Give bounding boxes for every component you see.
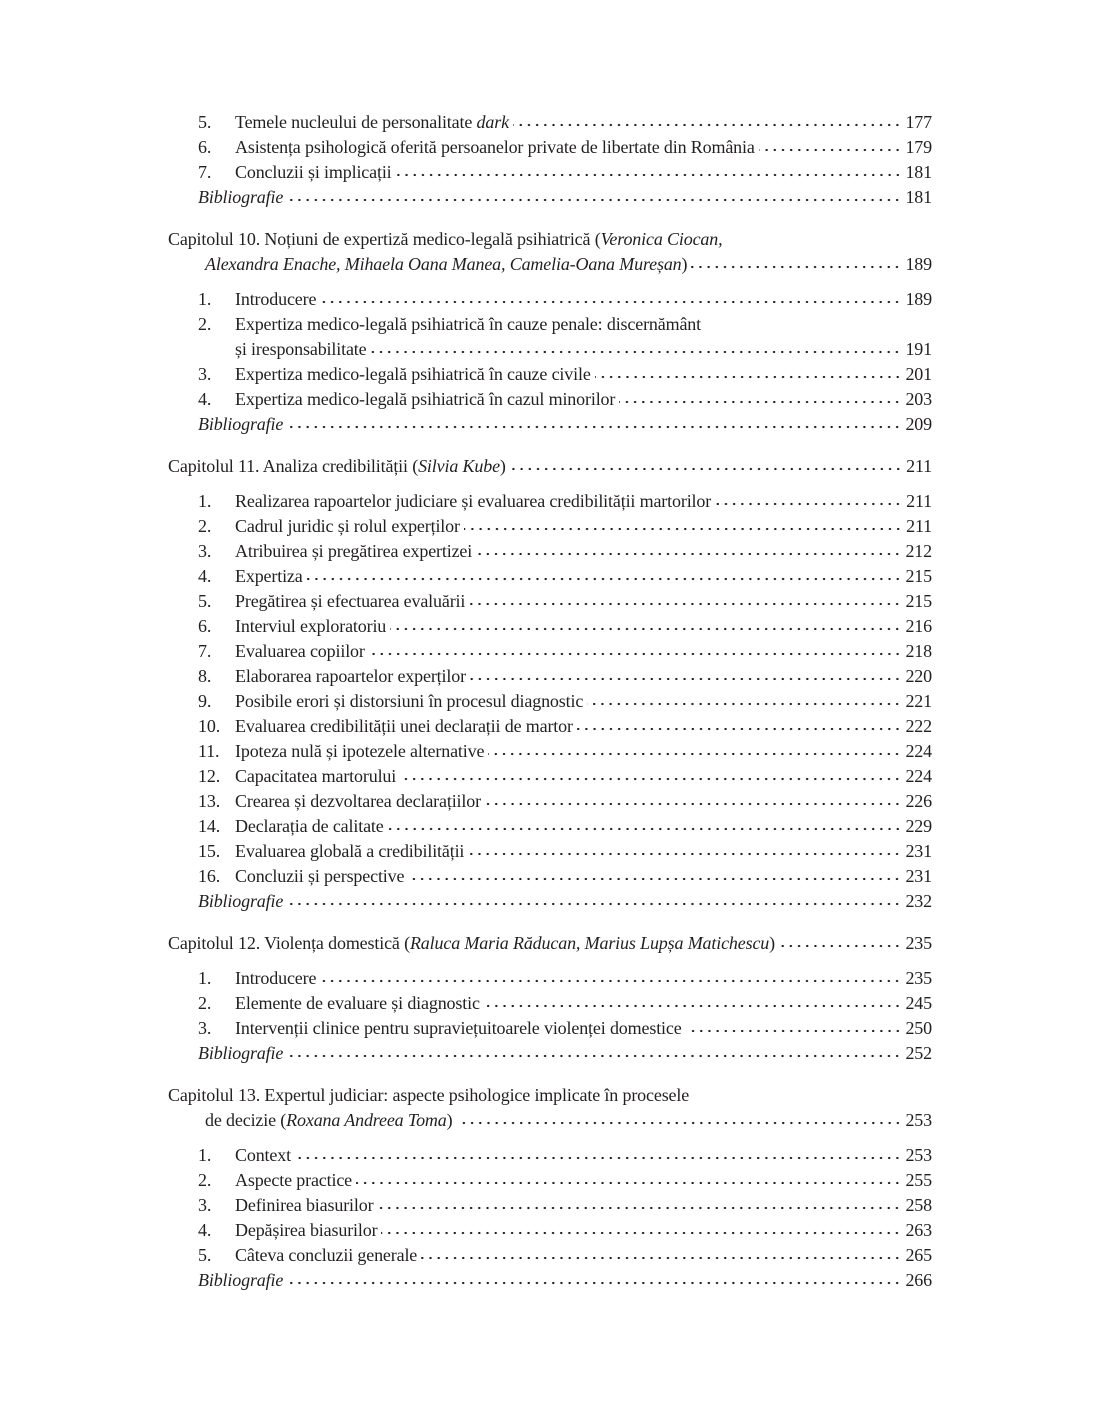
dot-leader [715, 501, 902, 507]
entry-number: 9. [198, 691, 212, 711]
page-number: 181 [905, 187, 932, 207]
toc-line [168, 312, 932, 337]
toc-line [168, 589, 932, 614]
toc-entry [168, 639, 932, 664]
entry-title [235, 287, 316, 312]
dot-leader [287, 1280, 901, 1286]
entry-title [235, 564, 303, 589]
toc-line [168, 991, 932, 1016]
toc-entry [168, 614, 932, 639]
toc-line [168, 1193, 932, 1218]
entry-number: 2. [198, 1170, 212, 1190]
text: Expertiza medico-legală psihiatrică în cazul minorilor [235, 389, 616, 409]
entry-number: 14. [198, 816, 221, 836]
toc-line [168, 689, 932, 714]
toc-line [168, 1041, 932, 1066]
dot-leader [396, 172, 902, 178]
toc-line [168, 864, 932, 889]
dot-leader [320, 978, 901, 984]
entry-title [168, 454, 506, 479]
text: Aspecte practice [235, 1170, 353, 1190]
toc-entry [168, 1243, 932, 1268]
entry-number: 5. [198, 1245, 212, 1265]
entry-title [235, 1016, 682, 1041]
dot-leader [388, 826, 902, 832]
page-number: 231 [905, 841, 932, 861]
entry-number: 5. [198, 112, 212, 132]
toc-entry [168, 1143, 932, 1168]
dot-leader [287, 1053, 901, 1059]
entry-number: 1. [198, 1145, 212, 1165]
text: Capacitatea martorului [235, 766, 397, 786]
toc-line [168, 639, 932, 664]
text: ) [446, 1110, 453, 1130]
page-number: 258 [905, 1195, 932, 1215]
text: Expertiza medico-legală psihiatrică în cauze penale: discernământ [235, 314, 702, 334]
toc-entry [168, 362, 932, 387]
entry-title [235, 312, 701, 337]
dot-leader [400, 776, 901, 782]
dot-leader [287, 424, 901, 430]
entry-title [198, 1268, 283, 1293]
dot-leader [356, 1180, 901, 1186]
entry-number: 3. [198, 1195, 212, 1215]
page-number: 252 [905, 1043, 932, 1063]
page-number: 201 [905, 364, 932, 384]
dot-leader [577, 726, 902, 732]
entry-title [168, 227, 722, 252]
toc-bibliography [168, 889, 932, 914]
toc-entry [168, 991, 932, 1016]
toc-entry [168, 539, 932, 564]
dot-leader [476, 551, 901, 557]
entry-title [235, 489, 711, 514]
page-number: 222 [905, 716, 932, 736]
entry-title [235, 1193, 373, 1218]
text: Elemente de evaluare și diagnostic [235, 993, 480, 1013]
toc-entry [168, 312, 932, 362]
entry-title [205, 1108, 453, 1133]
page-number: 209 [905, 414, 932, 434]
entry-title [198, 412, 283, 437]
text: Capitolul 12. Violența domestică ( [168, 933, 410, 953]
dot-leader [307, 576, 902, 582]
italic-text: Alexandra Enache, Mihaela Oana Manea, Camelia-Oana Mureșan [205, 254, 682, 274]
toc-line [168, 160, 932, 185]
entry-title [235, 387, 615, 412]
toc-line [168, 227, 932, 252]
dot-leader [468, 851, 901, 857]
toc-entry [168, 135, 932, 160]
toc-line [168, 454, 932, 479]
entry-title [235, 966, 316, 991]
page-number: 203 [905, 389, 932, 409]
entry-number: 11. [198, 741, 220, 761]
dot-leader [381, 1230, 901, 1236]
toc-entry [168, 589, 932, 614]
text: Declarația de calitate [235, 816, 384, 836]
toc-chapter [168, 931, 932, 956]
dot-leader [469, 601, 901, 607]
entry-title [235, 789, 481, 814]
entry-title [198, 185, 283, 210]
entry-number: 2. [198, 993, 212, 1013]
page-number: 189 [905, 254, 932, 274]
entry-number: 4. [198, 389, 212, 409]
dot-leader [759, 147, 902, 153]
page-number: 235 [905, 968, 932, 988]
dot-leader [369, 651, 902, 657]
page-number: 216 [905, 616, 932, 636]
toc-entry [168, 110, 932, 135]
entry-title [235, 991, 480, 1016]
text: Capitolul 11. Analiza credibilității ( [168, 456, 419, 476]
italic-text: Bibliografie [198, 1043, 284, 1063]
toc-line [168, 1108, 932, 1133]
entry-title [235, 1168, 352, 1193]
entry-title [205, 252, 687, 277]
toc-line [168, 412, 932, 437]
page-number: 218 [905, 641, 932, 661]
toc-entry [168, 864, 932, 889]
entry-number: 4. [198, 566, 212, 586]
entry-number: 7. [198, 162, 212, 182]
page-number: 211 [906, 516, 932, 536]
entry-number: 2. [198, 314, 212, 334]
toc-chapter [168, 1083, 932, 1133]
text: Expertiza medico-legală psihiatrică în cauze civile [235, 364, 591, 384]
page-number: 229 [905, 816, 932, 836]
entry-title [168, 931, 775, 956]
entry-title [235, 689, 583, 714]
toc-line [168, 839, 932, 864]
dot-leader [484, 1003, 902, 1009]
text: ) [681, 254, 688, 274]
toc-entry [168, 1193, 932, 1218]
text: Concluzii și perspective [235, 866, 405, 886]
text: Crearea și dezvoltarea declarațiilor [235, 791, 481, 811]
entry-number: 15. [198, 841, 221, 861]
entry-number: 6. [198, 137, 212, 157]
entry-number: 3. [198, 541, 212, 561]
italic-text: Silvia Kube [418, 456, 500, 476]
page-number: 265 [905, 1245, 932, 1265]
page-number: 231 [905, 866, 932, 886]
dot-leader [464, 526, 902, 532]
dot-leader [619, 399, 901, 405]
toc-line [168, 287, 932, 312]
toc-line [168, 966, 932, 991]
page-number: 255 [905, 1170, 932, 1190]
toc-bibliography [168, 1041, 932, 1066]
text: Pregătirea și efectuarea evaluării [235, 591, 466, 611]
entry-title [168, 1083, 689, 1108]
toc-line [168, 514, 932, 539]
italic-text: dark [476, 112, 509, 132]
text: Intervenții clinice pentru supraviețuitoarele violenței domestice [235, 1018, 682, 1038]
toc-line [168, 1243, 932, 1268]
page-number: 250 [905, 1018, 932, 1038]
text: Evaluarea globală a credibilității [235, 841, 465, 861]
page-number: 211 [906, 456, 932, 476]
entry-number: 8. [198, 666, 212, 686]
text: Temele nucleului de personalitate [235, 112, 477, 132]
toc-line [168, 1083, 932, 1108]
italic-text: Roxana Andreea Toma [286, 1110, 447, 1130]
entry-title [235, 764, 396, 789]
toc-line [168, 764, 932, 789]
toc-bibliography [168, 185, 932, 210]
toc-entry [168, 664, 932, 689]
text: Introducere [235, 289, 317, 309]
text: Posibile erori și distorsiuni în procesul diagnostic [235, 691, 584, 711]
entry-number: 1. [198, 289, 212, 309]
toc-entry [168, 564, 932, 589]
page-number: 224 [905, 741, 932, 761]
toc-line [168, 739, 932, 764]
page-number: 253 [905, 1145, 932, 1165]
toc-line [168, 135, 932, 160]
toc-bibliography [168, 412, 932, 437]
page-number: 220 [905, 666, 932, 686]
entry-title [235, 110, 509, 135]
toc-entry [168, 160, 932, 185]
toc-line [168, 337, 932, 362]
text: Interviul exploratoriu [235, 616, 387, 636]
page-number: 221 [905, 691, 932, 711]
dot-leader [408, 876, 901, 882]
dot-leader [488, 751, 901, 757]
toc-line [168, 664, 932, 689]
toc-line [168, 1168, 932, 1193]
page-number: 235 [905, 933, 932, 953]
toc-line [168, 110, 932, 135]
italic-text: Bibliografie [198, 414, 284, 434]
italic-text: Raluca Maria Răducan, Marius Lupșa Matichescu [409, 933, 770, 953]
dot-leader [587, 701, 901, 707]
toc-entry [168, 514, 932, 539]
toc-line [168, 1218, 932, 1243]
entry-title [198, 889, 283, 914]
toc-line [168, 789, 932, 814]
toc-line [168, 1268, 932, 1293]
entry-number: 10. [198, 716, 221, 736]
text: ) [769, 933, 776, 953]
entry-number: 1. [198, 491, 212, 511]
toc-line [168, 564, 932, 589]
dot-leader [295, 1155, 901, 1161]
entry-title [235, 337, 366, 362]
toc-line [168, 185, 932, 210]
toc-entry [168, 789, 932, 814]
toc-entry [168, 287, 932, 312]
toc-entry [168, 1016, 932, 1041]
page-number: 266 [905, 1270, 932, 1290]
entry-title [235, 839, 464, 864]
text: Capitolul 10. Noțiuni de expertiză medico-legală psihiatrică ( [168, 229, 601, 249]
page-number: 191 [905, 339, 932, 359]
entry-title [235, 639, 365, 664]
entry-number: 13. [198, 791, 221, 811]
toc-entry [168, 814, 932, 839]
toc-entry [168, 689, 932, 714]
entry-number: 7. [198, 641, 212, 661]
toc-line [168, 252, 932, 277]
text: Evaluarea copiilor [235, 641, 365, 661]
toc-line [168, 489, 932, 514]
page-number: 215 [905, 566, 932, 586]
page-number: 189 [905, 289, 932, 309]
dot-leader [457, 1120, 902, 1126]
text: Context [235, 1145, 291, 1165]
page-number: 263 [905, 1220, 932, 1240]
toc-line [168, 1016, 932, 1041]
entry-number: 2. [198, 516, 212, 536]
toc-line [168, 889, 932, 914]
dot-leader [595, 374, 902, 380]
entry-title [235, 1143, 291, 1168]
text: Expertiza [235, 566, 303, 586]
dot-leader [390, 626, 901, 632]
entry-title [235, 664, 466, 689]
entry-title [235, 739, 484, 764]
toc-entry [168, 966, 932, 991]
text: Atribuirea și pregătirea expertizei [235, 541, 473, 561]
toc-entry [168, 1218, 932, 1243]
page-number: 245 [905, 993, 932, 1013]
entry-number: 12. [198, 766, 221, 786]
page-number: 253 [905, 1110, 932, 1130]
toc-line [168, 614, 932, 639]
entry-title [235, 539, 472, 564]
text: Asistența psihologică oferită persoanelor private de libertate din România [235, 137, 755, 157]
page-number: 224 [905, 766, 932, 786]
entry-number: 4. [198, 1220, 212, 1240]
toc-line [168, 387, 932, 412]
text: Elaborarea rapoartelor experților [235, 666, 466, 686]
table-of-contents [168, 110, 932, 1293]
text: Depășirea biasurilor [235, 1220, 378, 1240]
text: de decizie ( [205, 1110, 287, 1130]
italic-text: Veronica Ciocan, [600, 229, 723, 249]
toc-entry [168, 1168, 932, 1193]
page-number: 211 [906, 491, 932, 511]
dot-leader [779, 943, 901, 949]
toc-entry [168, 489, 932, 514]
toc-line [168, 362, 932, 387]
text: Capitolul 13. Expertul judiciar: aspecte psihologice implicate în procesele [168, 1085, 690, 1105]
entry-title [235, 589, 465, 614]
toc-chapter [168, 227, 932, 277]
entry-number: 5. [198, 591, 212, 611]
dot-leader [485, 801, 901, 807]
dot-leader [377, 1205, 901, 1211]
toc-line [168, 814, 932, 839]
entry-number: 3. [198, 364, 212, 384]
entry-title [235, 135, 755, 160]
toc-line [168, 539, 932, 564]
dot-leader [287, 901, 901, 907]
text: Cadrul juridic și rolul experților [235, 516, 460, 536]
dot-leader [691, 264, 901, 270]
text: și iresponsabilitate [235, 339, 367, 359]
entry-title [235, 814, 384, 839]
toc-entry [168, 387, 932, 412]
entry-number: 6. [198, 616, 212, 636]
toc-entry [168, 714, 932, 739]
text: Concluzii și implicații [235, 162, 392, 182]
toc-entry [168, 839, 932, 864]
toc-bibliography [168, 1268, 932, 1293]
toc-entry [168, 739, 932, 764]
page-number: 215 [905, 591, 932, 611]
entry-title [198, 1041, 283, 1066]
text: ) [499, 456, 506, 476]
toc-entry [168, 764, 932, 789]
page-number: 179 [905, 137, 932, 157]
toc-line [168, 1143, 932, 1168]
dot-leader [686, 1028, 902, 1034]
entry-title [235, 514, 460, 539]
entry-title [235, 714, 573, 739]
page-number: 232 [905, 891, 932, 911]
page-number: 226 [905, 791, 932, 811]
entry-number: 1. [198, 968, 212, 988]
page-number: 181 [905, 162, 932, 182]
text: Realizarea rapoartelor judiciare și evaluarea credibilității martorilor [235, 491, 712, 511]
text: Ipoteza nulă și ipotezele alternative [235, 741, 485, 761]
text: Câteva concluzii generale [235, 1245, 418, 1265]
entry-title [235, 1218, 377, 1243]
italic-text: Bibliografie [198, 891, 284, 911]
entry-title [235, 1243, 417, 1268]
dot-leader [470, 676, 902, 682]
dot-leader [421, 1255, 901, 1261]
entry-title [235, 864, 404, 889]
toc-line [168, 931, 932, 956]
dot-leader [513, 122, 901, 128]
entry-title [235, 614, 386, 639]
italic-text: Bibliografie [198, 1270, 284, 1290]
dot-leader [370, 349, 901, 355]
entry-title [235, 362, 591, 387]
text: Definirea biasurilor [235, 1195, 374, 1215]
dot-leader [320, 299, 901, 305]
toc-chapter [168, 454, 932, 479]
page-number: 212 [905, 541, 932, 561]
italic-text: Bibliografie [198, 187, 284, 207]
text: Evaluarea credibilității unei declarații de martor [235, 716, 573, 736]
dot-leader [287, 197, 901, 203]
page-number: 177 [905, 112, 932, 132]
entry-number: 3. [198, 1018, 212, 1038]
entry-number: 16. [198, 866, 221, 886]
entry-title [235, 160, 392, 185]
text: Introducere [235, 968, 317, 988]
dot-leader [510, 466, 902, 472]
toc-line [168, 714, 932, 739]
